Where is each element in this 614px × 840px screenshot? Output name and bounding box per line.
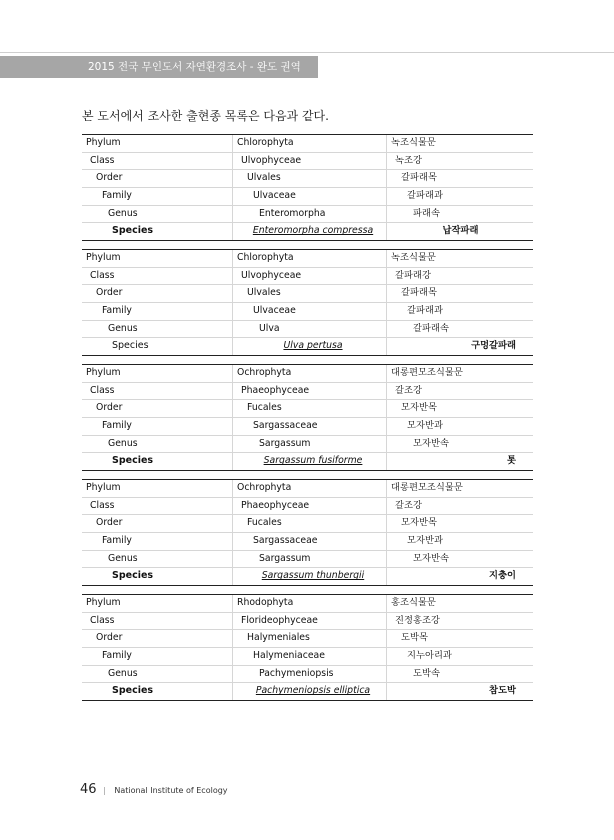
korean-cell: 모자반목	[386, 515, 548, 532]
table-row	[82, 613, 533, 631]
name-cell: Halymeniaceae	[232, 648, 407, 665]
name-cell: Sargassaceae	[232, 533, 407, 550]
rank-cell: Family	[102, 190, 132, 202]
taxonomy-table	[82, 364, 533, 471]
table-row	[82, 285, 533, 303]
korean-cell: 갈조강	[386, 383, 542, 400]
name-cell: Ulvophyceae	[232, 153, 395, 170]
name-cell: Halymeniales	[232, 630, 401, 647]
species-row	[82, 338, 533, 356]
taxonomy-table	[82, 594, 533, 701]
rank-cell: Species	[112, 225, 154, 237]
species-row	[82, 453, 533, 471]
name-cell: Phaeophyceae	[232, 498, 395, 515]
korean-cell: 갈파래속	[386, 321, 560, 338]
table-row	[82, 134, 533, 153]
table-row	[82, 400, 533, 418]
korean-cell: 녹조식물문	[386, 250, 538, 267]
rank-cell: Family	[102, 305, 132, 317]
table-row	[82, 498, 533, 516]
rank-cell: Phylum	[86, 482, 121, 493]
rank-cell: Class	[90, 269, 115, 281]
rank-cell: Species	[112, 685, 154, 697]
korean-cell: 파래속	[386, 206, 560, 223]
table-row	[82, 436, 533, 454]
name-cell: Ulvophyceae	[232, 268, 395, 285]
species-name: Ulva pertusa	[283, 340, 343, 352]
species-korean-cell: 톳	[386, 453, 534, 470]
table-row	[82, 383, 533, 401]
species-name-cell	[232, 453, 387, 470]
rank-cell: Phylum	[86, 597, 121, 608]
rank-cell: Class	[90, 154, 115, 166]
rank-cell: Order	[96, 402, 123, 414]
korean-cell: 진정홍조강	[386, 613, 542, 630]
taxonomy-table	[82, 479, 533, 586]
table-row	[82, 170, 533, 188]
page-number: 46	[80, 782, 97, 797]
table-row	[82, 515, 533, 533]
species-name-cell	[232, 338, 387, 355]
rank-cell: Class	[90, 499, 115, 511]
korean-cell: 도박목	[386, 630, 548, 647]
name-cell: Ochrophyta	[232, 365, 391, 382]
name-cell: Sargassum	[232, 436, 413, 453]
species-row	[82, 223, 533, 241]
table-row	[82, 188, 533, 206]
korean-cell: 모자반속	[386, 436, 560, 453]
table-row	[82, 418, 533, 436]
table-row	[82, 268, 533, 286]
rank-cell: Genus	[108, 437, 138, 449]
rank-cell: Order	[96, 287, 123, 299]
name-cell: Phaeophyceae	[232, 383, 395, 400]
korean-cell: 녹조강	[386, 153, 542, 170]
name-cell: Chlorophyta	[232, 250, 391, 267]
korean-cell: 갈파래과	[386, 188, 554, 205]
species-korean-cell: 납작파래	[386, 223, 534, 240]
rank-cell: Genus	[108, 667, 138, 679]
species-name-cell	[232, 223, 387, 240]
name-cell: Enteromorpha	[232, 206, 413, 223]
korean-cell: 모자반속	[386, 551, 560, 568]
korean-cell: 모자반과	[386, 418, 554, 435]
species-name-cell	[232, 683, 387, 700]
name-cell: Ulvaceae	[232, 188, 407, 205]
name-cell: Pachymeniopsis	[232, 666, 413, 683]
footer-org: National Institute of Ecology	[114, 786, 228, 795]
korean-cell: 갈파래목	[386, 170, 548, 187]
rank-cell: Class	[90, 384, 115, 396]
footer-separator: |	[103, 786, 106, 795]
rank-cell: Family	[102, 420, 132, 432]
table-row	[82, 479, 533, 498]
korean-cell: 도박속	[386, 666, 560, 683]
rank-cell: Family	[102, 650, 132, 662]
rank-cell: Phylum	[86, 367, 121, 378]
name-cell: Sargassaceae	[232, 418, 407, 435]
table-row	[82, 206, 533, 224]
species-korean-cell: 참도박	[386, 683, 534, 700]
rank-cell: Order	[96, 632, 123, 644]
table-row	[82, 153, 533, 171]
top-rule	[0, 52, 614, 53]
table-row	[82, 533, 533, 551]
name-cell: Sargassum	[232, 551, 413, 568]
rank-cell: Genus	[108, 207, 138, 219]
korean-cell: 갈파래목	[386, 285, 548, 302]
name-cell: Ulva	[232, 321, 413, 338]
name-cell: Ulvaceae	[232, 303, 407, 320]
table-row	[82, 648, 533, 666]
species-korean-cell: 지충이	[386, 568, 534, 585]
species-row	[82, 683, 533, 701]
name-cell: Chlorophyta	[232, 135, 391, 152]
species-korean-cell: 구멍갈파래	[386, 338, 534, 355]
name-cell: Fucales	[232, 515, 401, 532]
species-name: Enteromorpha compressa	[252, 225, 374, 237]
table-row	[82, 630, 533, 648]
korean-cell: 대롱편모조식물문	[386, 480, 538, 497]
korean-cell: 홍조식물문	[386, 595, 538, 612]
rank-cell: Genus	[108, 552, 138, 564]
table-row	[82, 303, 533, 321]
species-name-cell	[232, 568, 387, 585]
korean-cell: 대롱편모조식물문	[386, 365, 538, 382]
korean-cell: 갈조강	[386, 498, 542, 515]
korean-cell: 갈파래과	[386, 303, 554, 320]
table-row	[82, 364, 533, 383]
korean-cell: 모자반과	[386, 533, 554, 550]
rank-cell: Species	[112, 455, 154, 467]
intro-text: 본 도서에서 조사한 출현종 목록은 다음과 같다.	[82, 109, 329, 123]
rank-cell: Family	[102, 535, 132, 547]
korean-cell: 지누아리과	[386, 648, 554, 665]
korean-cell: 녹조식물문	[386, 135, 538, 152]
korean-cell: 모자반목	[386, 400, 548, 417]
rank-cell: Class	[90, 614, 115, 626]
page-footer	[80, 782, 228, 797]
korean-cell: 갈파래강	[386, 268, 542, 285]
species-name: Sargassum fusiforme	[263, 455, 363, 467]
table-row	[82, 249, 533, 268]
species-name: Pachymeniopsis elliptica	[255, 685, 371, 697]
rank-cell: Order	[96, 517, 123, 529]
name-cell: Ochrophyta	[232, 480, 391, 497]
species-name: Sargassum thunbergii	[261, 570, 365, 582]
rank-cell: Phylum	[86, 137, 121, 148]
table-row	[82, 551, 533, 569]
rank-cell: Species	[112, 570, 154, 582]
rank-cell: Genus	[108, 322, 138, 334]
name-cell: Fucales	[232, 400, 401, 417]
table-row	[82, 594, 533, 613]
name-cell: Ulvales	[232, 170, 401, 187]
taxonomy-table	[82, 249, 533, 356]
table-row	[82, 666, 533, 684]
header-title: 2015 전국 무인도서 자연환경조사 - 완도 권역	[88, 61, 301, 73]
species-row	[82, 568, 533, 586]
name-cell: Florideophyceae	[232, 613, 395, 630]
rank-cell: Order	[96, 172, 123, 184]
header-bar	[0, 56, 318, 78]
rank-cell: Species	[112, 340, 149, 352]
name-cell: Rhodophyta	[232, 595, 391, 612]
taxonomy-table	[82, 134, 533, 241]
table-row	[82, 321, 533, 339]
name-cell: Ulvales	[232, 285, 401, 302]
rank-cell: Phylum	[86, 252, 121, 263]
